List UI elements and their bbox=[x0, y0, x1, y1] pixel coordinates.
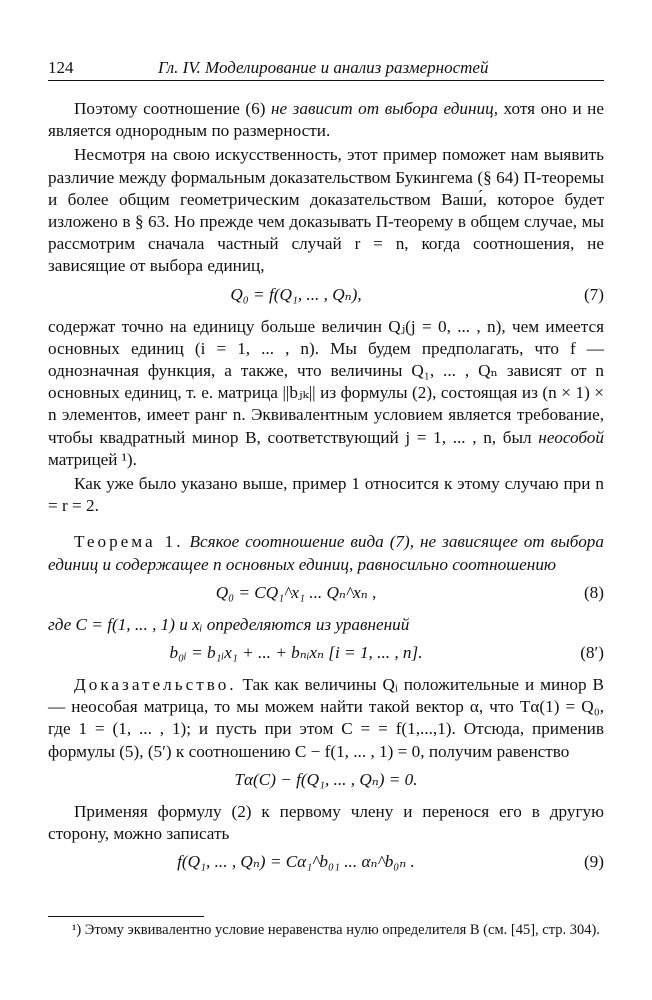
equation-9-number: (9) bbox=[583, 852, 604, 872]
equation-8-prime-formula: b₀ᵢ = b₁ᵢx₁ + ... + bₙᵢxₙ [i = 1, ... , n]. bbox=[169, 643, 423, 663]
p1-text-c: хотя оно и не является однородным по размерности. bbox=[48, 99, 605, 141]
proof-label: Доказательство. bbox=[74, 675, 237, 695]
chapter-title: Гл. IV. Моделирование и анализ размерностей bbox=[158, 58, 489, 77]
equation-9 bbox=[48, 851, 604, 877]
equation-unnumbered bbox=[48, 769, 604, 795]
main-text bbox=[48, 98, 604, 883]
equation-8-formula: Q₀ = CQ₁^x₁ ... Qₙ^xₙ , bbox=[215, 582, 377, 602]
equation-8-number: (8) bbox=[583, 582, 604, 602]
theorem-1 bbox=[48, 531, 604, 575]
paragraph-5: Применяя формулу (2) к первому члену и перенося его в другую сторону, можно записать bbox=[48, 801, 604, 844]
theorem-text: Всякое соотношение вида (7), не зависящее от выбора единиц и содержащее n основных единиц, равносильно соотношению bbox=[48, 532, 604, 574]
equation-7 bbox=[48, 284, 604, 310]
footnote-rule bbox=[48, 916, 204, 917]
equation-9-formula: f(Q₁, ... , Qₙ) = Cα₁^b₀₁ ... αₙ^b₀ₙ . bbox=[177, 852, 415, 872]
equation-8 bbox=[48, 582, 604, 608]
p1-emphasis: не зависит от выбора единиц, bbox=[271, 99, 499, 118]
running-header bbox=[48, 58, 604, 81]
footnote: ¹) Этому эквивалентно условие неравенства нулю определителя B (см. [45], стр. 304). bbox=[72, 922, 600, 938]
proof bbox=[48, 674, 604, 763]
p1-text-a: Поэтому соотношение (6) bbox=[74, 99, 271, 118]
equation-7-formula: Q₀ = f(Q₁, ... , Qₙ), bbox=[230, 284, 362, 304]
p3-text: содержат точно на единицу больше величин Qⱼ(j = 0, ... , n), чем имеется основных единиц (i = 1, ... , n). Мы будем предполагать, что f — однозначная функция, а также, что величины Q₁, ... , Qₙ зависят от n основных единиц, т. е. матрица ||bⱼₖ|| из формулы (2), состоящая из (n × 1) × n элементов, имеет ранг n. Эквивалентным условием является требование, чтобы квадратный минор B, соответствующий j = 1, ... , n, был bbox=[48, 316, 604, 447]
proof-text: Так как величины Qᵢ положительные и минор B — неособая матрица, то мы можем найти такой вектор α, что Tα(1) = Q₀, где 1 = (1, ... , 1); и пусть при этом C = = f(1,...,1). Отсюда, применив формулы (5), (5′) к соотношению C − f(1, ... , 1) = 0, получим равенство bbox=[48, 675, 604, 761]
paragraph-1 bbox=[48, 98, 604, 142]
paragraph-3 bbox=[48, 316, 604, 471]
equation-unnumbered-formula: Tα(C) − f(Q₁, ... , Qₙ) = 0. bbox=[234, 769, 418, 789]
p3-text-c: матрицей ¹). bbox=[48, 449, 137, 469]
paragraph-2: Несмотря на свою искусственность, этот пример поможет нам выявить различие между формальным доказательством Букингема (§ 64) П-теоремы и более общим геометрическим доказательством Ваши́, которое будет изложено в § 63. Но прежде чем доказывать П-теорему в общем случае, мы рассмотрим сначала частный случай r = n, когда соотношения, не зависящие от выбора единиц, bbox=[48, 145, 604, 276]
theorem-label: Теорема 1. bbox=[74, 532, 184, 552]
equation-7-number: (7) bbox=[583, 284, 604, 304]
equation-8-prime bbox=[48, 642, 604, 668]
where-line: где C = f(1, ... , 1) и xᵢ определяются из уравнений bbox=[48, 614, 410, 634]
equation-8-prime-number: (8′) bbox=[580, 643, 604, 663]
paragraph-4: Как уже было указано выше, пример 1 относится к этому случаю при n = r = 2. bbox=[48, 474, 604, 516]
page-number: 124 bbox=[48, 58, 74, 77]
p3-emphasis: неособой bbox=[538, 427, 604, 447]
